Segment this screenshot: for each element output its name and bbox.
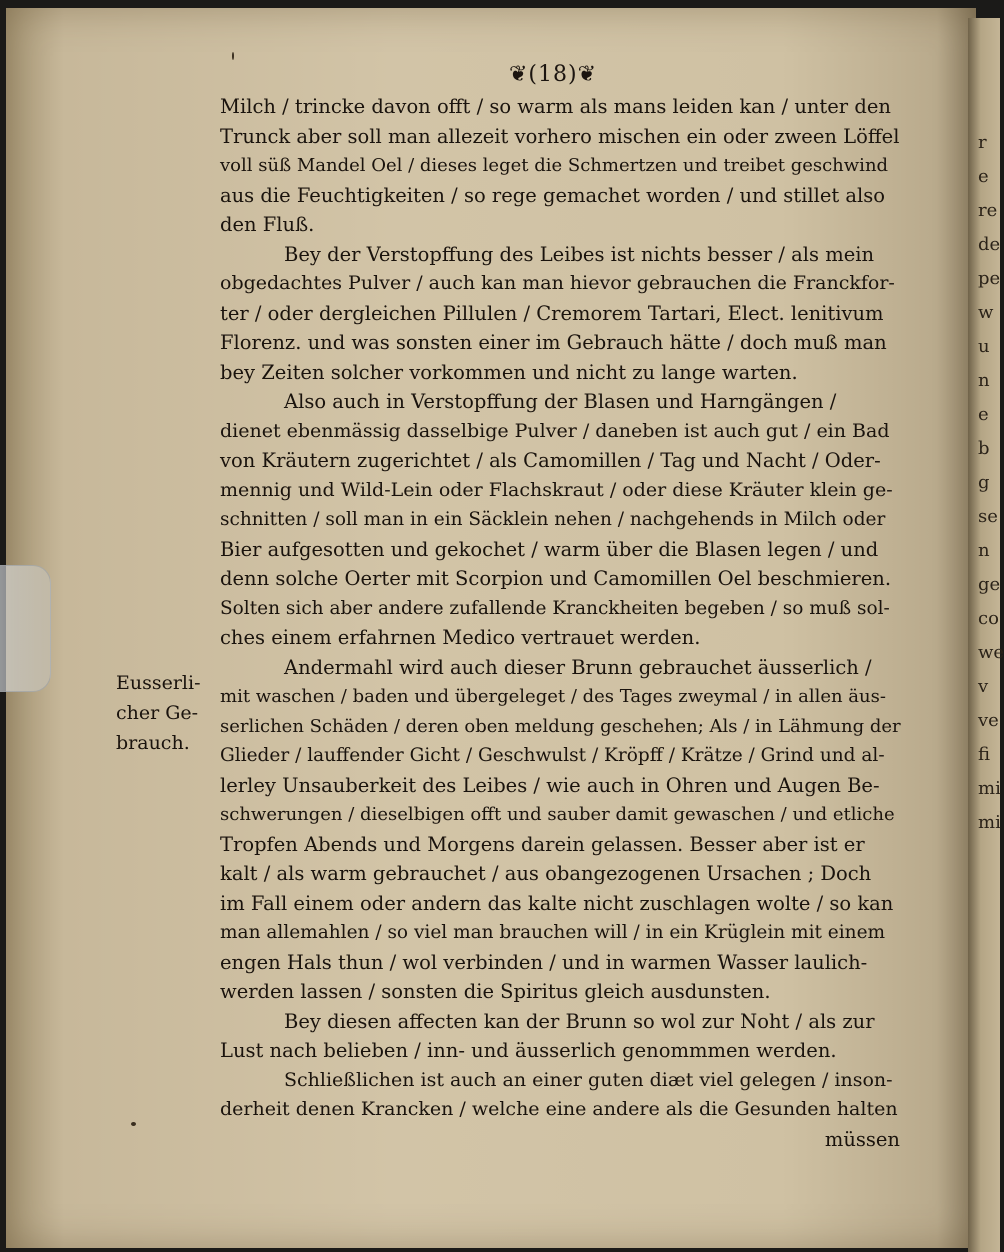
text-line: man allemahlen / so viel man brauchen will / in ein Krüglein mit einem	[220, 922, 886, 943]
next-page-fragment: de	[978, 234, 1001, 255]
next-page-fragment: co	[978, 608, 999, 629]
text-line: ter / oder dergleichen Pillulen / Cremorem Tartari, Elect. lenitivum	[220, 301, 884, 325]
text-line: engen Hals thun / wol verbinden / und in warmen Wasser laulich-	[220, 950, 868, 974]
text-line: lerley Unsauberkeit des Leibes / wie auch in Ohren und Augen Be-	[220, 773, 880, 797]
next-page-fragment: n	[978, 540, 990, 561]
next-page-fragment: r	[978, 132, 987, 153]
next-page-fragment: ge	[978, 574, 1001, 595]
next-page-fragment: mi	[978, 812, 1001, 833]
next-page-fragment: we	[978, 642, 1004, 663]
text-line: schwerungen / dieselbigen offt und sauber damit gewaschen / und etliche	[220, 804, 895, 825]
margin-note	[116, 668, 216, 758]
text-line: Tropfen Abends und Morgens darein gelassen. Besser aber ist er	[220, 832, 865, 856]
next-page-fragment: w	[978, 302, 994, 323]
text-line: von Kräutern zugerichtet / als Camomillen / Tag und Nacht / Oder-	[220, 449, 881, 472]
text-line: Andermahl wird auch dieser Brunn gebrauchet äusserlich /	[284, 655, 872, 679]
margin-note-line: Eusserli-	[116, 672, 201, 694]
text-line: Bey diesen affecten kan der Brunn so wol zur Noht / als zur	[284, 1009, 875, 1033]
next-page-fragment: e	[978, 404, 989, 425]
next-page-edge	[968, 18, 1004, 1252]
text-line: denn solche Oerter mit Scorpion und Camomillen Oel beschmieren.	[220, 567, 892, 590]
next-page-fragment: re	[978, 200, 998, 221]
text-line: Schließlichen ist auch an einer guten diæt viel gelegen / inson-	[284, 1068, 893, 1091]
plastic-page-clip	[0, 565, 51, 692]
text-line: voll süß Mandel Oel / dieses leget die Schmertzen und treibet geschwind	[220, 155, 889, 176]
margin-note-line: brauch.	[116, 732, 190, 754]
next-page-fragment: ve	[978, 710, 999, 731]
next-page-fragment: fi	[978, 744, 991, 765]
next-page-fragment: se	[978, 506, 998, 527]
text-line: schnitten / soll man in ein Säcklein nehen / nachgehends in Milch oder	[220, 509, 886, 530]
ink-speck	[232, 52, 234, 60]
next-page-fragment: b	[978, 438, 990, 459]
catchword: müssen	[824, 1127, 900, 1151]
text-line: mennig und Wild-Lein oder Flachskraut / oder diese Kräuter klein ge-	[220, 478, 893, 501]
text-line: Milch / trincke davon offt / so warm als mans leiden kan / unter den	[220, 95, 891, 118]
text-line: werden lassen / sonsten die Spiritus gleich ausdunsten.	[220, 980, 771, 1003]
next-page-fragment: n	[978, 370, 990, 391]
next-page-fragment: v	[978, 676, 989, 697]
text-line: derheit denen Krancken / welche eine andere als die Gesunden halten	[220, 1098, 898, 1120]
text-line: Bey der Verstopffung des Leibes ist nichts besser / als mein	[284, 242, 875, 266]
text-line: im Fall einem oder andern das kalte nicht zuschlagen wolte / so kan	[220, 891, 894, 915]
text-line: Florenz. und was sonsten einer im Gebrauch hätte / doch muß man	[220, 331, 887, 354]
text-line: Lust nach belieben / inn- und äusserlich genommmen werden.	[220, 1039, 837, 1062]
next-page-fragment: e	[978, 166, 989, 187]
text-line: mit waschen / baden und übergeleget / des Tages zweymal / in allen äus-	[220, 686, 886, 707]
margin-note-line: cher Ge-	[116, 702, 199, 724]
text-line: dienet ebenmässig dasselbige Pulver / daneben ist auch gut / ein Bad	[220, 419, 890, 442]
text-line: Trunck aber soll man allezeit vorhero mischen ein oder zween Löffel	[220, 124, 900, 148]
text-line: aus die Feuchtigkeiten / so rege gemachet worden / und stillet also	[220, 183, 885, 207]
next-page-fragment: u	[978, 336, 990, 357]
text-line: Solten sich aber andere zufallende Kranckheiten begeben / so muß sol-	[220, 597, 890, 619]
ink-speck	[131, 1122, 136, 1126]
text-line: den Fluß.	[220, 213, 315, 236]
text-line: Also auch in Verstopffung der Blasen und Harngängen /	[284, 390, 837, 413]
text-line: bey Zeiten solcher vorkommen und nicht zu lange warten.	[220, 360, 798, 384]
text-line: obgedachtes Pulver / auch kan man hievor gebrauchen die Franckfor-	[220, 272, 895, 294]
text-line: kalt / als warm gebrauchet / aus obangezogenen Ursachen ; Doch	[220, 862, 872, 885]
next-page-fragment: mi	[978, 778, 1001, 799]
body-text	[220, 92, 900, 1154]
text-line: Glieder / lauffender Gicht / Geschwulst / Kröpff / Krätze / Grind und al-	[220, 745, 885, 766]
next-page-fragment: g	[978, 472, 990, 493]
text-line: Bier aufgesotten und gekochet / warm über die Blasen legen / und	[220, 537, 879, 561]
text-line: ches einem erfahrnen Medico vertrauet werden.	[220, 626, 701, 649]
page-header: ❦(18)❦	[508, 62, 598, 87]
next-page-fragment: pe	[978, 268, 1001, 289]
text-line: serlichen Schäden / deren oben meldung geschehen; Als / in Lähmung der	[220, 715, 901, 737]
